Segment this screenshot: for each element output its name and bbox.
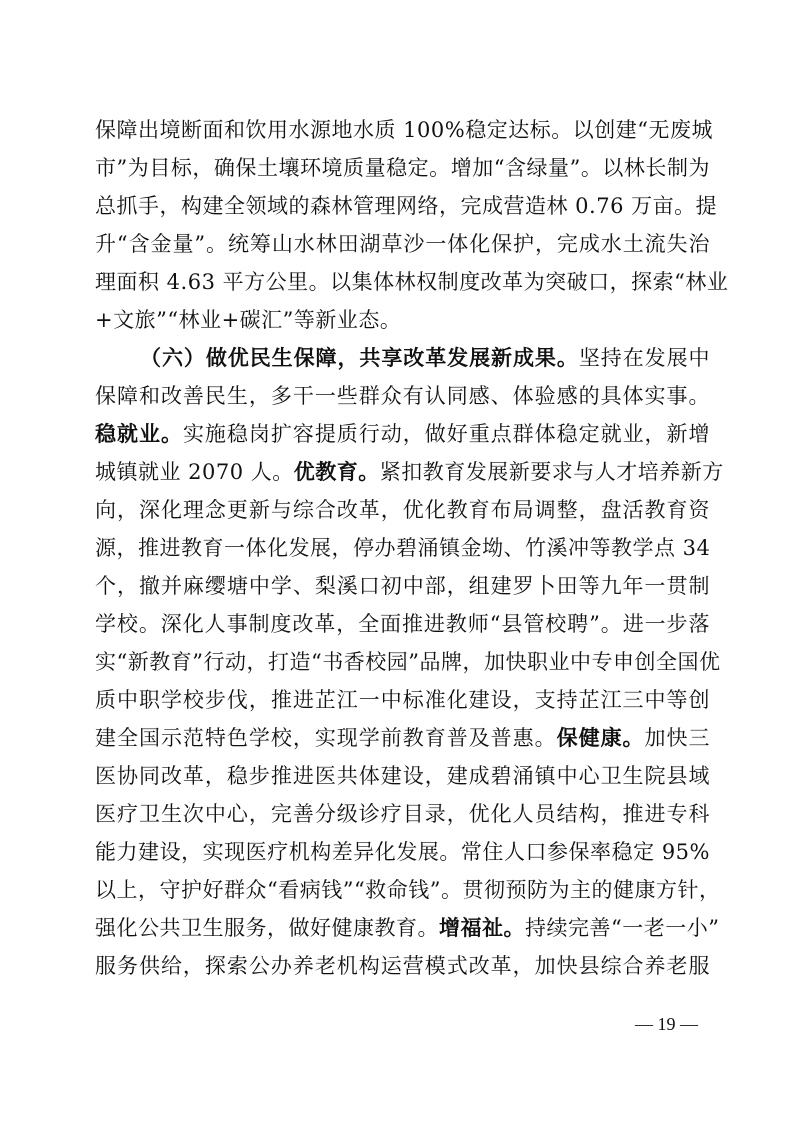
text-run: 强化公共卫生服务，做好健康教育。 [95,916,439,940]
text-line-15 [95,643,721,681]
text-line-22 [95,909,720,947]
text-run: 能力建设，实现医疗机构差异化发展。常住人口参保率稳定 95% [95,840,710,864]
text-run: 保障和改善民生，多干一些群众有认同感、体验感的具体实事。 [95,384,710,408]
keyword-education: 优教育。 [293,459,380,484]
text-run: 坚持在发展中 [578,346,711,370]
text-line-23 [95,947,710,985]
section-heading: （六）做优民生保障，共享改革发展新成果。 [140,345,579,370]
text-line-14 [95,605,710,643]
text-line-18 [95,757,710,795]
text-run: 学校。深化人事制度改革，全面推进教师“县管校聘”。进一步落 [95,612,710,636]
text-line-5 [95,263,729,301]
text-run: 持续完善“一老一小” [525,916,720,940]
text-run: 质中职学校步伐，推进芷江一中标准化建设，支持芷江三中等创 [95,688,710,712]
text-run: 服务供给，探索公办养老机构运营模式改革，加快县综合养老服 [95,954,710,978]
text-line-21 [95,871,721,909]
text-line-13 [95,567,710,605]
keyword-welfare: 增福祉。 [439,915,525,940]
text-run: 向，深化理念更新与综合改革，优化教育布局调整，盘活教育资 [95,498,710,522]
keyword-employment: 稳就业。 [95,421,183,446]
text-line-19 [95,795,710,833]
text-line-11 [95,491,710,529]
page-number: — 19 — [635,1014,698,1034]
text-line-8 [95,377,710,415]
text-run: 升“含金量”。统筹山水林田湖草沙一体化保护，完成水土流失治 [95,232,710,256]
text-run: 建全国示范特色学校，实现学前教育普及普惠。 [95,726,557,750]
text-line-3 [95,187,718,225]
text-line-12 [95,529,710,567]
text-run: 以上，守护好群众“看病钱”“救命钱”。贯彻预防为主的健康方针， [95,878,721,902]
text-run: 总抓手，构建全领域的森林管理网络，完成营造林 0.76 万亩。提 [95,194,718,218]
text-run: 医协同改革，稳步推进医共体建设，建成碧涌镇中心卫生院县域 [95,764,710,788]
text-run: 紧扣教育发展新要求与人才培养新方 [379,460,724,484]
text-run: 实施稳岗扩容提质行动，做好重点群体稳定就业，新增 [182,422,711,446]
text-line-20 [95,833,710,871]
section-heading-line [140,339,710,377]
text-run: 个，撤并麻缨塘中学、梨溪口初中部，组建罗卜田等九年一贯制 [95,574,710,598]
text-line-2 [95,149,710,187]
text-run: 城镇就业 2070 人。 [95,460,294,484]
text-line-10 [95,453,724,491]
text-run: 加快三 [644,726,711,750]
text-run: 理面积 4.63 平方公里。以集体林权制度改革为突破口，探索“林业 [95,270,729,294]
text-line-17 [95,719,710,757]
keyword-health: 保健康。 [556,725,645,750]
text-line-4 [95,225,710,263]
text-line-16 [95,681,710,719]
text-run: 保障出境断面和饮用水源地水质 100%稳定达标。以创建“无废城 [95,118,713,142]
text-run: +文旅”“林业+碳汇”等新业态。 [95,308,402,332]
text-run: 源，推进教育一体化发展，停办碧涌镇金坳、竹溪冲等教学点 34 [95,536,711,560]
text-line-6 [95,301,710,339]
text-run: 市”为目标，确保土壤环境质量稳定。增加“含绿量”。以林长制为 [95,156,710,180]
text-line-1 [95,111,713,149]
text-run: 医疗卫生次中心，完善分级诊疗目录，优化人员结构，推进专科 [95,802,710,826]
text-run: 实“新教育”行动，打造“书香校园”品牌，加快职业中专申创全国优 [95,650,721,674]
text-line-9 [95,415,710,453]
